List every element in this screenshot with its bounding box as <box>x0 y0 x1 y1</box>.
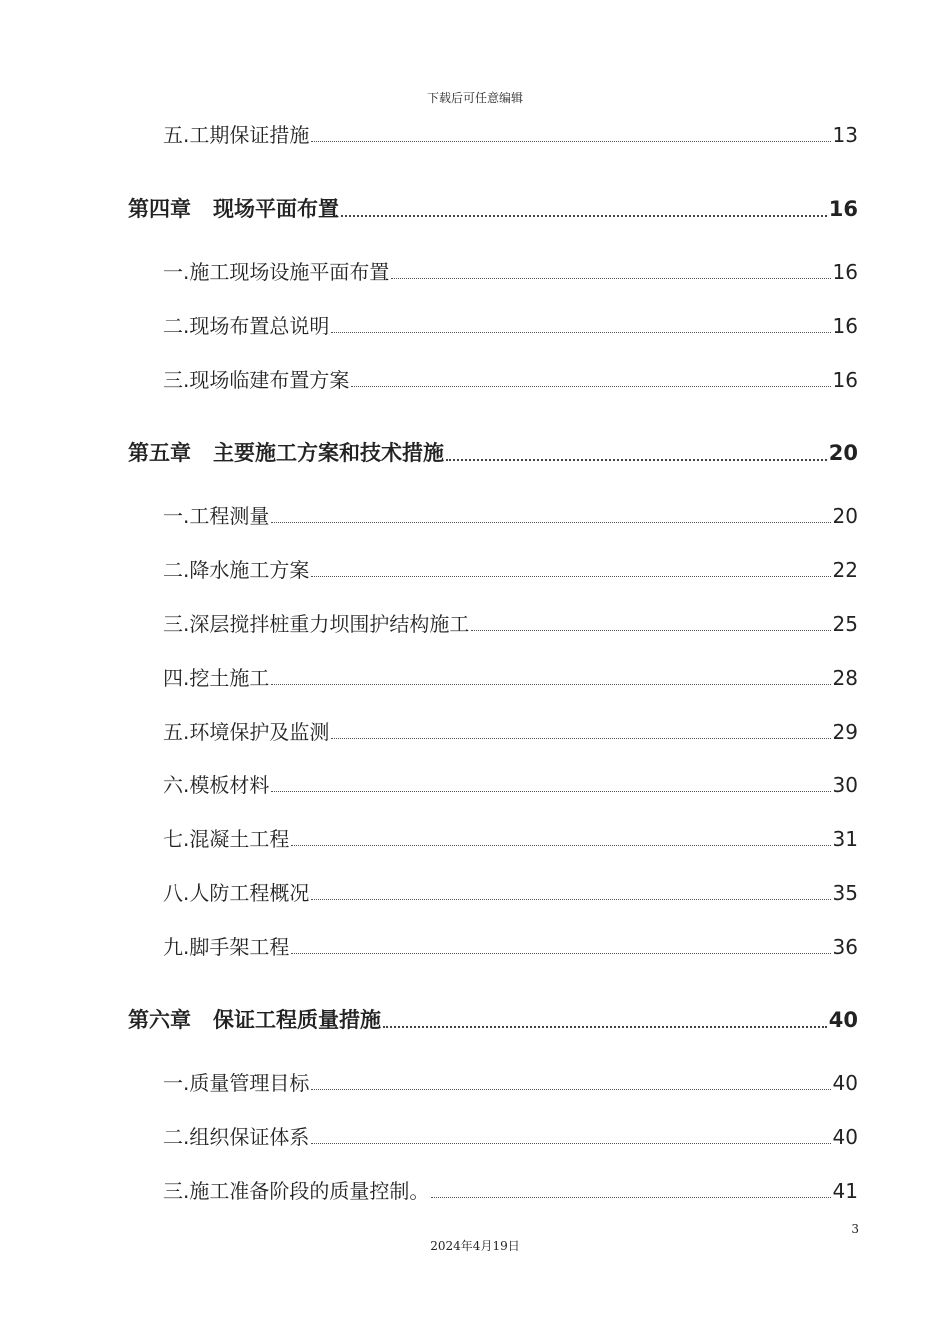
toc-entry[interactable] <box>163 554 858 583</box>
toc-entry-page: 16 <box>832 314 858 338</box>
toc-entry-title: 三.施工准备阶段的质量控制。 <box>163 1179 430 1203</box>
toc-entry[interactable] <box>163 769 858 798</box>
toc-entry-page: 20 <box>832 504 858 528</box>
toc-chapter-entry[interactable] <box>128 1004 858 1034</box>
toc-entry-title: 一.质量管理目标 <box>163 1071 310 1095</box>
toc-entry[interactable] <box>163 716 858 745</box>
toc-chapter-title: 现场平面布置 <box>213 197 339 221</box>
toc-entry-page: 20 <box>828 441 858 465</box>
toc-entry-page: 40 <box>832 1125 858 1149</box>
toc-entry[interactable] <box>163 608 858 637</box>
toc-entry-title: 五.工期保证措施 <box>163 123 310 147</box>
toc-entry[interactable] <box>163 1121 858 1150</box>
toc-entry[interactable] <box>163 823 858 852</box>
page-header: 下载后可任意编辑 <box>426 91 523 105</box>
toc-entry-title: 七.混凝土工程 <box>163 827 290 851</box>
toc-entry[interactable] <box>163 256 858 285</box>
toc-entry-title: 九.脚手架工程 <box>163 935 290 959</box>
dot-leader <box>311 1089 830 1090</box>
toc-entry-title: 一.施工现场设施平面布置 <box>163 260 390 284</box>
page-footer-date: 2024年4月19日 <box>430 1239 520 1253</box>
toc-entry-page: 40 <box>832 1071 858 1095</box>
toc-entry[interactable] <box>163 1175 858 1204</box>
toc-entry-page: 41 <box>832 1179 858 1203</box>
dot-leader <box>446 459 827 461</box>
toc-entry-title: 一.工程测量 <box>163 504 270 528</box>
toc-chapter-entry[interactable] <box>128 437 858 467</box>
toc-chapter-number: 第六章 <box>128 1008 191 1032</box>
toc-entry-title: 八.人防工程概况 <box>163 881 310 905</box>
dot-leader <box>291 845 830 846</box>
dot-leader <box>341 215 827 217</box>
toc-entry-page: 13 <box>832 123 858 147</box>
toc-entry-page: 16 <box>832 260 858 284</box>
dot-leader <box>391 278 830 279</box>
toc-entry-page: 31 <box>832 827 858 851</box>
toc-chapter-number: 第五章 <box>128 441 191 465</box>
dot-leader <box>311 1143 830 1144</box>
toc-chapter-title: 保证工程质量措施 <box>213 1008 381 1032</box>
toc-chapter-title: 主要施工方案和技术措施 <box>213 441 444 465</box>
toc-entry-title: 二.降水施工方案 <box>163 558 310 582</box>
toc-entry-page: 16 <box>832 368 858 392</box>
toc-entry-page: 36 <box>832 935 858 959</box>
toc-entry[interactable] <box>163 877 858 906</box>
toc-entry-page: 16 <box>828 197 858 221</box>
dot-leader <box>331 738 830 739</box>
toc-entry-title: 三.深层搅拌桩重力坝围护结构施工 <box>163 612 470 636</box>
toc-entry[interactable] <box>163 1067 858 1096</box>
toc-entry-title: 五.环境保护及监测 <box>163 720 330 744</box>
toc-entry-page: 40 <box>828 1008 858 1032</box>
toc-entry[interactable] <box>163 364 858 393</box>
page-number: 3 <box>851 1222 859 1236</box>
toc-chapter-number: 第四章 <box>128 197 191 221</box>
toc-entry-title: 四.挖土施工 <box>163 666 270 690</box>
toc-entry-page: 35 <box>832 881 858 905</box>
toc-entry[interactable] <box>163 662 858 691</box>
toc-entry-page: 30 <box>832 773 858 797</box>
toc-entry-title: 二.现场布置总说明 <box>163 314 330 338</box>
toc-entry[interactable] <box>163 310 858 339</box>
dot-leader <box>351 386 830 387</box>
toc-entry-page: 29 <box>832 720 858 744</box>
toc-entry-title: 三.现场临建布置方案 <box>163 368 350 392</box>
toc-entry-page: 25 <box>832 612 858 636</box>
dot-leader <box>271 791 830 792</box>
dot-leader <box>291 953 830 954</box>
dot-leader <box>271 684 830 685</box>
toc-entry[interactable] <box>163 500 858 529</box>
toc-chapter-entry[interactable] <box>128 193 858 223</box>
toc-entry-title: 六.模板材料 <box>163 773 270 797</box>
dot-leader <box>383 1026 827 1028</box>
dot-leader <box>311 899 830 900</box>
dot-leader <box>471 630 830 631</box>
toc-entry-page: 22 <box>832 558 858 582</box>
toc-entry-page: 28 <box>832 666 858 690</box>
toc-entry[interactable] <box>163 119 858 148</box>
dot-leader <box>311 141 830 142</box>
dot-leader <box>311 576 830 577</box>
dot-leader <box>431 1197 830 1198</box>
toc-entry-title: 二.组织保证体系 <box>163 1125 310 1149</box>
dot-leader <box>331 332 830 333</box>
dot-leader <box>271 522 830 523</box>
toc-entry[interactable] <box>163 931 858 960</box>
